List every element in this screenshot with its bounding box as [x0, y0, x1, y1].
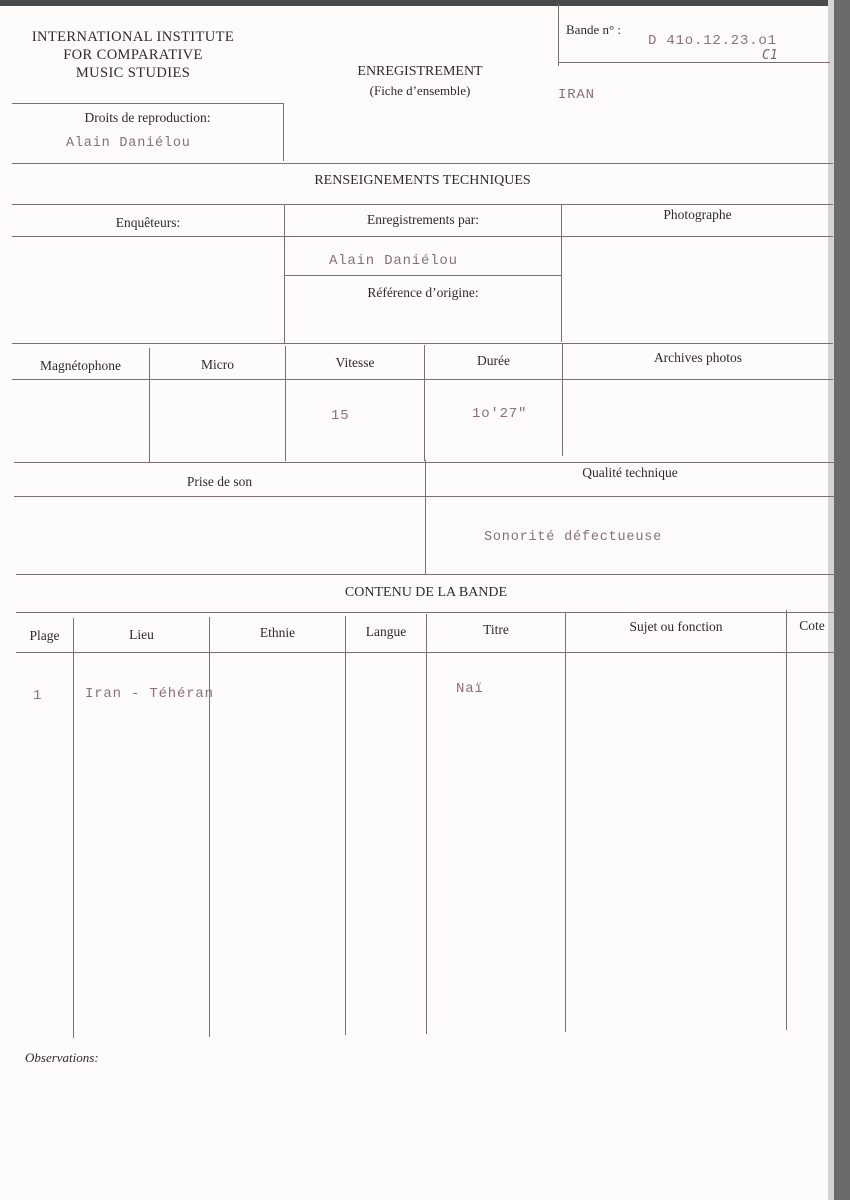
recordings-by-label: Enregistrements par: [366, 212, 480, 227]
sound-top-rule [14, 462, 834, 463]
record-subtitle: (Fiche d’ensemble) [369, 83, 471, 98]
sound-col-divider [425, 460, 426, 574]
sound-subheader-rule [14, 496, 834, 497]
institute-name-line1: INTERNATIONAL INSTITUTE [31, 29, 235, 45]
contents-col-divider-4 [426, 614, 427, 1034]
duration-label: Durée [477, 353, 510, 368]
tape-number-value: D 41o.12.23.o1 [648, 33, 777, 49]
contents-col-divider-1 [73, 618, 74, 1038]
contents-col-divider-6 [786, 610, 787, 1030]
rights-box-right-border [283, 103, 284, 161]
recorder-label: Magnétophone [40, 358, 121, 373]
technical-top-rule [12, 163, 833, 164]
tape-box-left-border [558, 4, 559, 66]
micro-label: Micro [201, 357, 234, 372]
equipment-col-divider-4 [562, 343, 563, 456]
column-header-cote: Cote [799, 618, 825, 633]
column-header-ethnie: Ethnie [259, 625, 296, 640]
institute-name-line2: FOR COMPARATIVE [63, 47, 203, 63]
origin-ref-rule [285, 275, 561, 276]
technical-col-divider-1 [284, 204, 285, 344]
tape-number-label: Bande n° : [566, 22, 622, 37]
tape-box-bottom-border [558, 62, 830, 63]
contents-col-divider-5 [565, 612, 566, 1032]
column-header-lieu: Lieu [129, 627, 154, 642]
equipment-top-rule [12, 343, 833, 344]
sound-take-label: Prise de son [186, 474, 253, 489]
rights-label: Droits de reproduction: [84, 110, 211, 125]
speed-value: 15 [331, 408, 350, 424]
contents-header-rule [16, 612, 836, 613]
contents-top-rule [16, 574, 836, 575]
investigators-label: Enquêteurs: [115, 215, 181, 230]
column-header-langue: Langue [365, 624, 407, 639]
row-1-plage: 1 [33, 688, 43, 704]
scan-edge-right [834, 0, 850, 1200]
technical-section-title: RENSEIGNEMENTS TECHNIQUES [314, 173, 531, 188]
tape-number-suffix: C1 [762, 48, 778, 63]
column-header-titre: Titre [483, 622, 509, 637]
speed-label: Vitesse [335, 355, 375, 370]
origin-ref-label: Référence d’origine: [367, 285, 479, 300]
observations-label: Observations: [25, 1050, 99, 1065]
equipment-col-divider-3 [424, 345, 425, 461]
column-header-sujet: Sujet ou fonction [629, 619, 723, 634]
record-title: ENREGISTREMENT [357, 64, 483, 79]
rights-value: Alain Daniélou [66, 136, 191, 151]
rights-box-top-border [12, 103, 283, 104]
photo-archive-label: Archives photos [653, 350, 743, 365]
technical-col-divider-2 [561, 204, 562, 342]
equipment-col-divider-1 [149, 348, 150, 462]
photographer-label: Photographe [663, 207, 732, 222]
contents-col-divider-3 [345, 616, 346, 1035]
equipment-col-divider-2 [285, 346, 286, 461]
country-value: IRAN [558, 87, 595, 103]
contents-col-divider-2 [209, 617, 210, 1037]
quality-label: Qualité technique [582, 465, 678, 480]
contents-section-title: CONTENU DE LA BANDE [344, 585, 508, 600]
quality-value: Sonorité défectueuse [484, 530, 663, 545]
scan-edge-top [0, 0, 850, 6]
duration-value: 1o'27" [472, 406, 528, 422]
row-1-titre: Naï [456, 681, 484, 697]
technical-header-rule [12, 204, 833, 205]
equipment-subheader-rule [12, 379, 833, 380]
institute-name-line3: MUSIC STUDIES [75, 65, 191, 81]
technical-subheader-rule [12, 236, 833, 237]
recordings-by-value: Alain Daniélou [329, 253, 458, 269]
row-1-lieu: Iran - Téhéran [85, 686, 214, 702]
column-header-plage: Plage [29, 628, 60, 643]
